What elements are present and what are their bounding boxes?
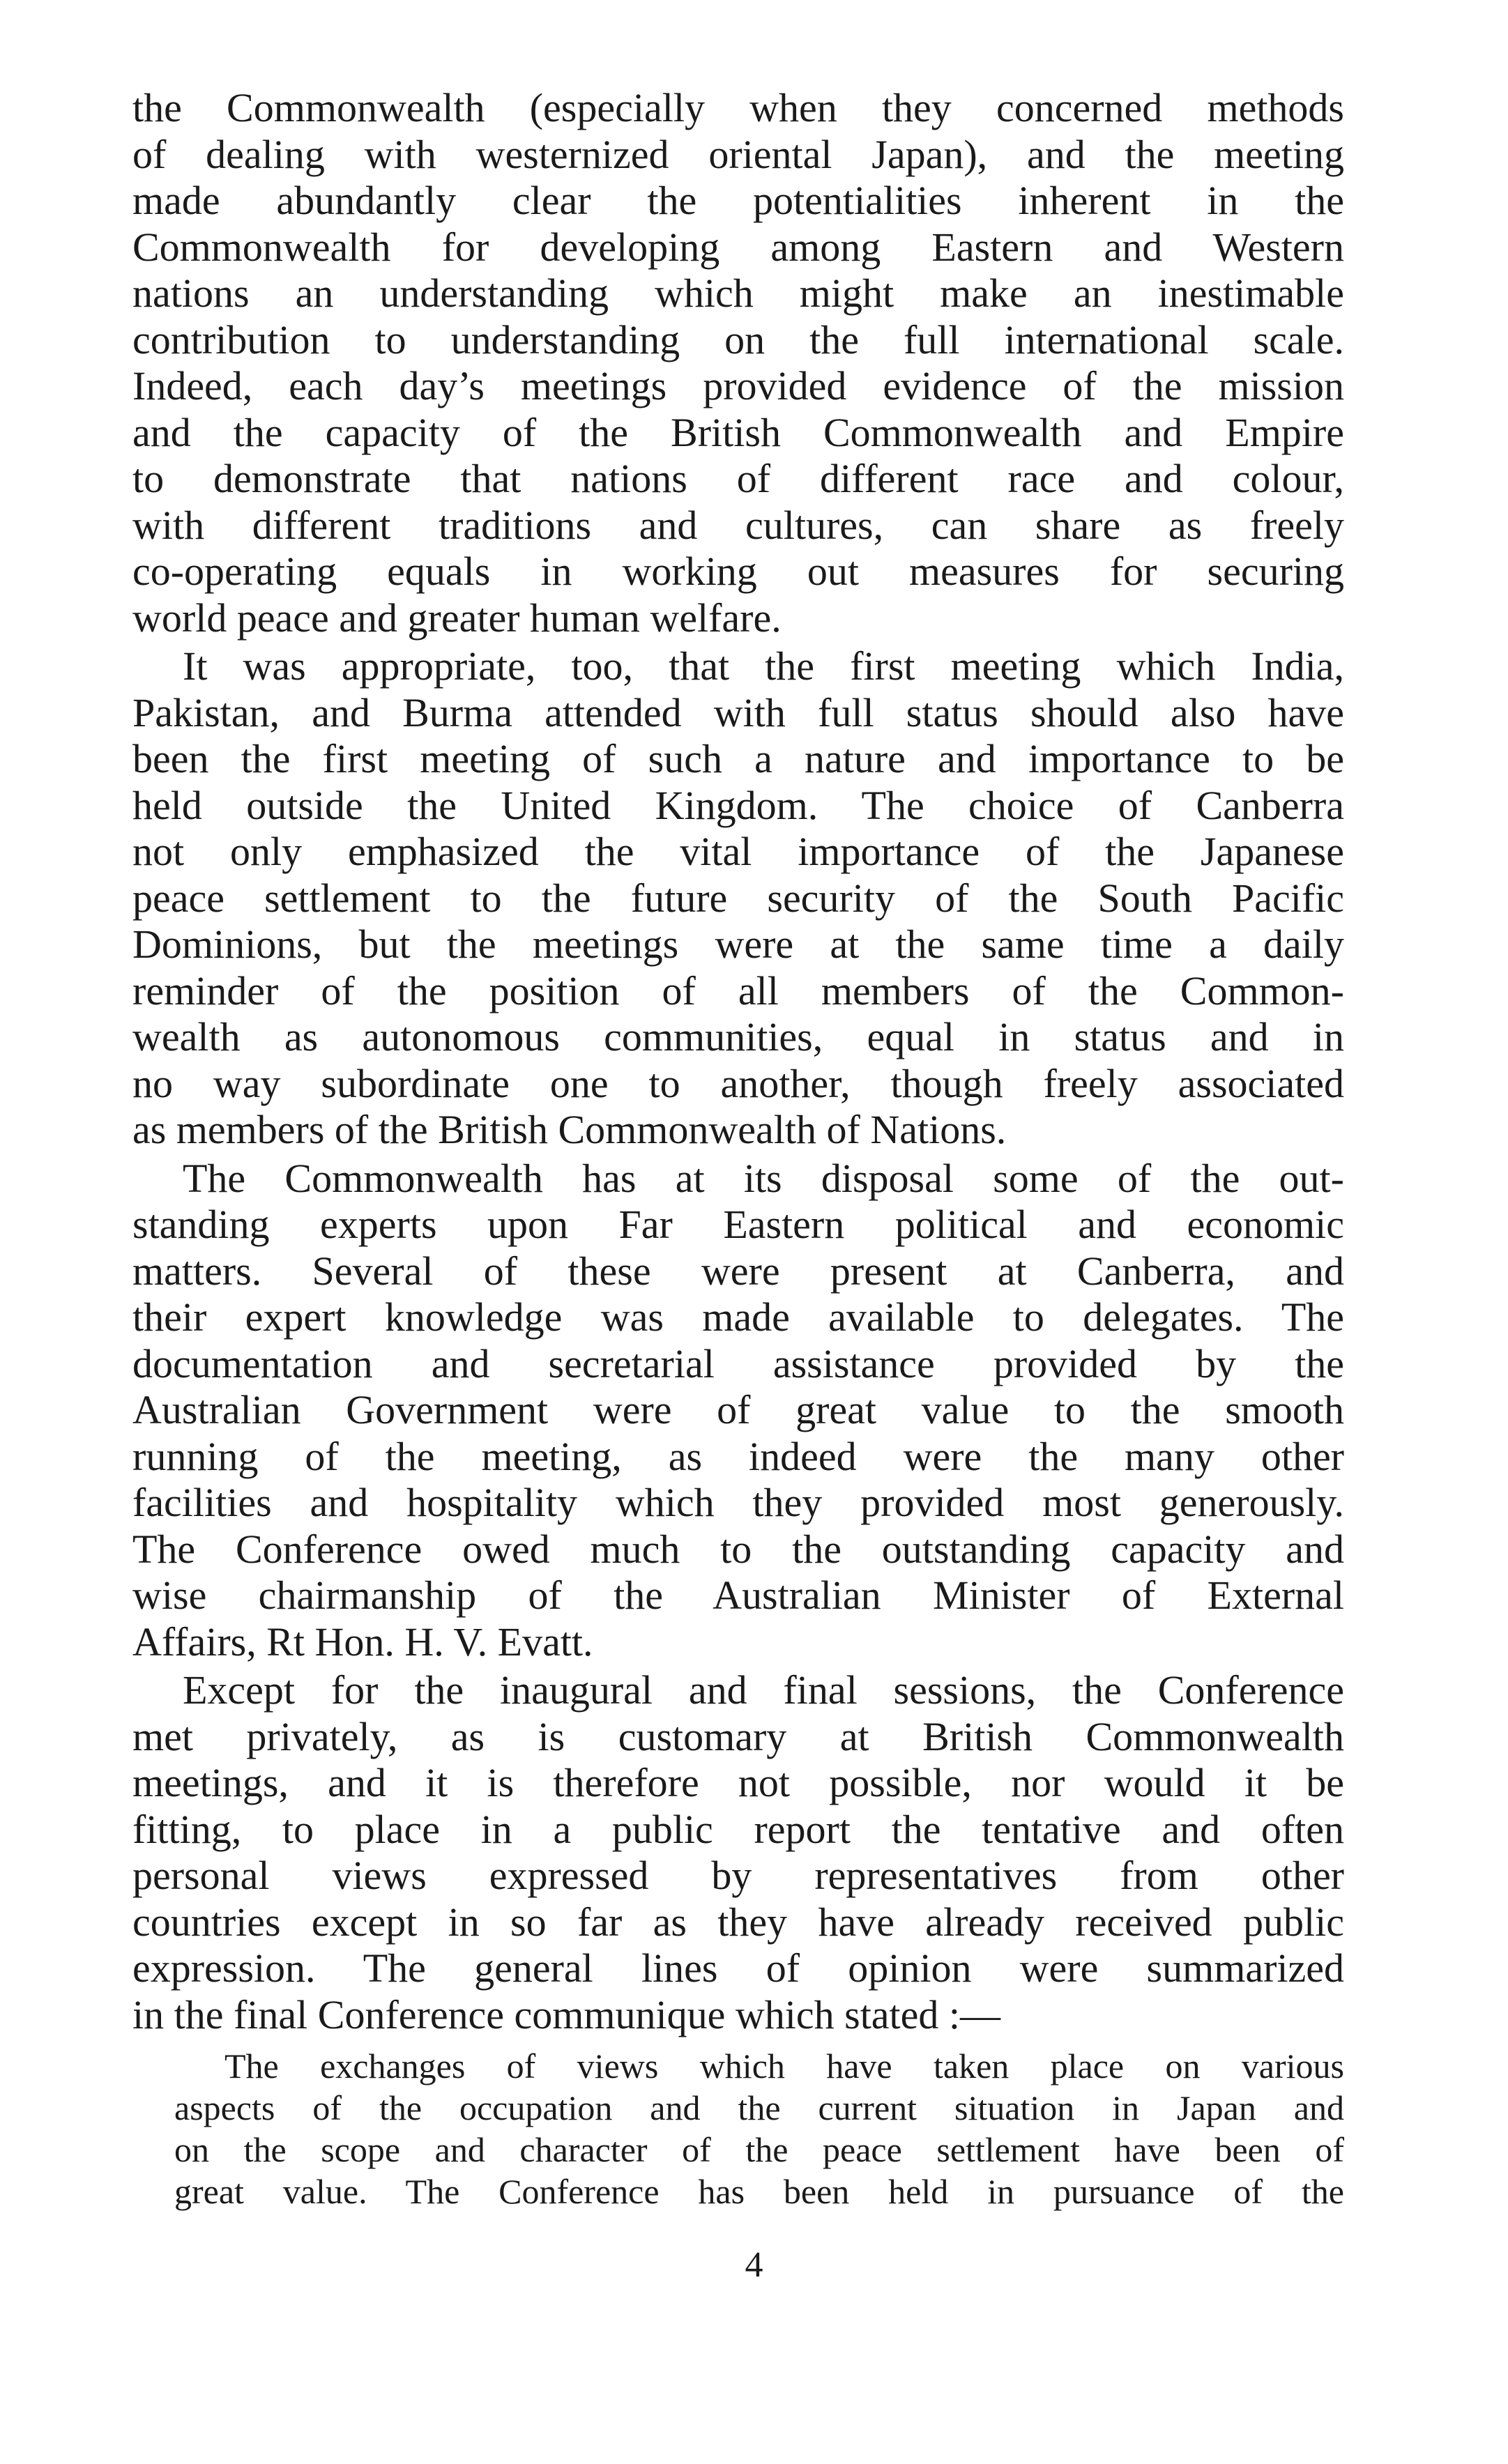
page-body (132, 85, 1344, 2212)
text-line: The Conference owed much to the outstanding capacity and (132, 1526, 1344, 1572)
text-line: countries except in so far as they have already received public (132, 1899, 1344, 1945)
text-line: nations an understanding which might make an inestimable (132, 270, 1344, 316)
text-line: documentation and secretarial assistance provided by the (132, 1340, 1344, 1386)
text-line: met privately, as is customary at British Commonwealth (132, 1713, 1344, 1759)
text-line: wealth as autonomous communities, equal in status and in (132, 1014, 1344, 1059)
text-line: been the first meeting of such a nature and importance to be (132, 736, 1344, 781)
text-line: Except for the inaugural and final sessions, the Conference (183, 1667, 1344, 1713)
text-line: running of the meeting, as indeed were the many other (132, 1433, 1344, 1479)
text-line: aspects of the occupation and the current situation in Japan and (174, 2088, 1344, 2127)
text-line: made abundantly clear the potentialities inherent in the (132, 178, 1344, 223)
text-line: It was appropriate, too, that the first meeting which India, (183, 643, 1344, 689)
text-line: their expert knowledge was made available to delegates. The (132, 1294, 1344, 1340)
text-line: the Commonwealth (especially when they concerned methods (132, 85, 1344, 130)
text-line: wise chairmanship of the Australian Minister of External (132, 1572, 1344, 1618)
text-line: world peace and greater human welfare. (132, 595, 782, 641)
text-line: to demonstrate that nations of different race and colour, (132, 456, 1344, 501)
text-line: not only emphasized the vital importance of the Japanese (132, 829, 1344, 874)
paragraph-3 (132, 1156, 1344, 1666)
text-line: contribution to understanding on the full international scale. (132, 316, 1344, 362)
text-line: The exchanges of views which have taken place on various (224, 2046, 1344, 2086)
paragraph-2 (132, 643, 1344, 1154)
text-line: on the scope and character of the peace settlement have been of (174, 2130, 1344, 2169)
text-line: and the capacity of the British Commonwealth and Empire (132, 409, 1344, 455)
paragraph-4 (132, 1667, 1344, 2038)
text-line: in the final Conference communique which stated :— (132, 1991, 1001, 2037)
text-line: Commonwealth for developing among Eastern and Western (132, 224, 1344, 270)
text-line: peace settlement to the future security of the South Pacific (132, 875, 1344, 921)
text-line: meetings, and it is therefore not possible, nor would it be (132, 1760, 1344, 1805)
text-line: matters. Several of these were present at Canberra, and (132, 1248, 1344, 1294)
text-line: great value. The Conference has been held in pursuance of the (174, 2172, 1344, 2211)
text-line: Affairs, Rt Hon. H. V. Evatt. (132, 1619, 593, 1665)
text-line: as members of the British Commonwealth of Nations. (132, 1107, 1007, 1152)
text-line: held outside the United Kingdom. The choice of Canberra (132, 782, 1344, 828)
text-line: reminder of the position of all members of the Common- (132, 967, 1344, 1013)
block-quote (174, 2045, 1344, 2212)
text-line: of dealing with westernized oriental Japan), and the meeting (132, 131, 1344, 177)
page-number: 4 (745, 2245, 763, 2285)
text-line: with different traditions and cultures, can share as freely (132, 502, 1344, 548)
text-line: fitting, to place in a public report the tentative and often (132, 1806, 1344, 1852)
text-line: no way subordinate one to another, though freely associated (132, 1060, 1344, 1106)
text-line: co-operating equals in working out measures for securing (132, 549, 1344, 594)
paragraph-1 (132, 85, 1344, 641)
text-line: facilities and hospitality which they provided most generously. (132, 1480, 1344, 1525)
text-line: standing experts upon Far Eastern political and economic (132, 1202, 1344, 1247)
text-line: Pakistan, and Burma attended with full status should also have (132, 689, 1344, 735)
text-line: Australian Government were of great value to the smooth (132, 1387, 1344, 1432)
text-line: The Commonwealth has at its disposal some of the out- (183, 1155, 1344, 1201)
text-line: Dominions, but the meetings were at the same time a daily (132, 921, 1344, 967)
text-line: personal views expressed by representatives from other (132, 1853, 1344, 1898)
text-line: Indeed, each day’s meetings provided evidence of the mission (132, 363, 1344, 408)
text-line: expression. The general lines of opinion were summarized (132, 1945, 1344, 1991)
